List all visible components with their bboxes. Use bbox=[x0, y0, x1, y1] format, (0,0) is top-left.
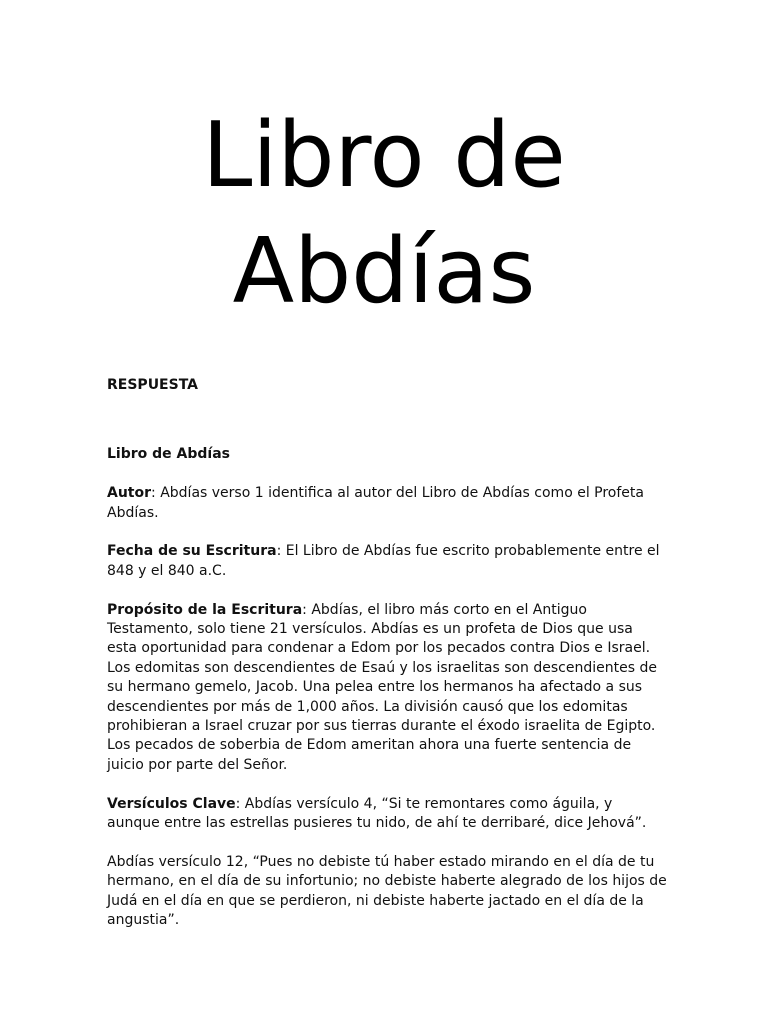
title-line-2: Abdías bbox=[232, 219, 536, 324]
section-fecha bbox=[107, 542, 667, 581]
respuesta-heading: RESPUESTA bbox=[107, 377, 198, 393]
section-autor-text: : Abdías verso 1 identifica al autor del Libro de Abdías como el Profeta Abdías. bbox=[107, 485, 644, 521]
section-proposito-label: Propósito de la Escritura bbox=[107, 601, 303, 618]
section-autor bbox=[107, 484, 667, 523]
section-proposito-text: : Abdías, el libro más corto en el Antiguo Testamento, solo tiene 21 versículos. Abdías es un profeta de Dios que usa esta oportunidad para condenar a Edom por los pecados contra Dios e Israel. Los edomitas son descendientes de Esaú y los israelitas son descendientes de su hermano gemelo, Jacob. Una pelea entre los hermanos ha afectado a sus descendientes por más de 1,000 años. La división causó que los edomitas prohibieran a Israel cruzar por sus tierras durante el éxodo israelita de Egipto. Los pecados de soberbia de Edom ameritan ahora una fuerte sentencia de juicio por parte del Señor. bbox=[107, 601, 657, 773]
section-versiculos-text: : Abdías versículo 4, “Si te remontares como águila, y aunque entre las estrellas pusieres tu nido, de ahí te derribaré, dice Jehová”. bbox=[107, 795, 647, 832]
section-versiculos-label: Versículos Clave bbox=[107, 795, 236, 812]
section-versiculos bbox=[107, 795, 667, 834]
document-body bbox=[107, 376, 667, 930]
section-fecha-label: Fecha de su Escritura bbox=[107, 543, 277, 560]
book-subheading: Libro de Abdías bbox=[107, 446, 230, 463]
verse-12-paragraph: Abdías versículo 12, “Pues no debiste tú haber estado mirando en el día de tu hermano, en el día de su infortunio; no debiste haberte alegrado de los hijos de Judá en el día en que se perdieron, ni debiste haberte jactado en el día de la angustia”. bbox=[107, 853, 667, 929]
section-fecha-text: : El Libro de Abdías fue escrito probablemente entre el 848 y el 840 a.C. bbox=[107, 543, 660, 579]
section-proposito bbox=[107, 601, 667, 776]
title-line-1: Libro de bbox=[202, 103, 566, 208]
document-title bbox=[0, 98, 768, 330]
section-autor-label: Autor bbox=[107, 485, 152, 502]
